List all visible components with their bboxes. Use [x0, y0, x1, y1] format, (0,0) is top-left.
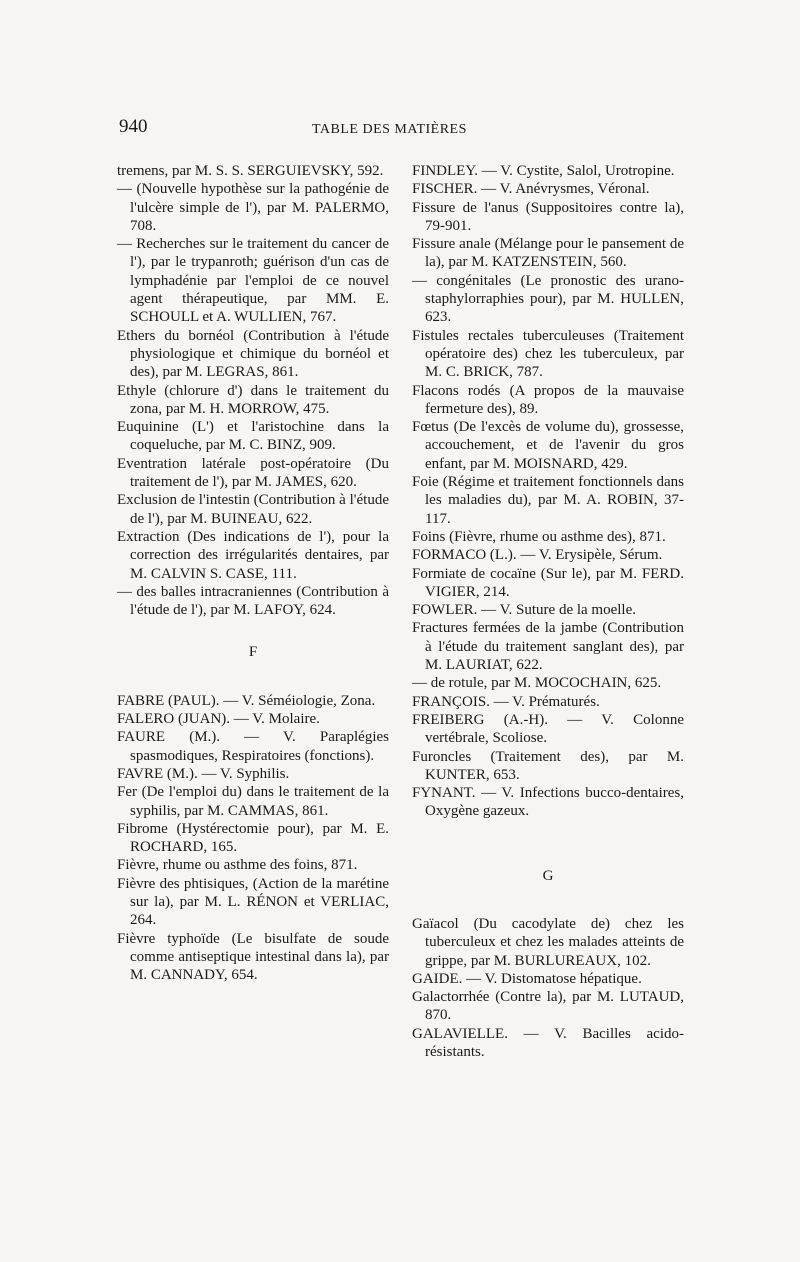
- index-entry: Fissure anale (Mélange pour le pansement de la), par M. KATZENSTEIN, 560.: [412, 236, 684, 271]
- index-entry: FABRE (PAUL). — V. Séméiologie, Zona.: [117, 692, 376, 709]
- index-entry: FOWLER. — V. Suture de la moelle.: [412, 602, 637, 619]
- index-entry: Extraction (Des indications de l'), pour la correction des irrégularités dentaires, par M. CALVIN S. CASE, 111.: [117, 528, 389, 582]
- section-letter-g: G: [542, 867, 554, 884]
- index-entry: Furoncles (Traitement des), par M. KUNTER, 653.: [412, 748, 684, 783]
- index-entry: Fractures fermées de la jambe (Contribution à l'étude du traitement sanglant des), par M. LAURIAT, 622.: [412, 620, 684, 674]
- index-entry: FYNANT. — V. Infections bucco-dentaires, Oxygène gazeux.: [412, 785, 684, 820]
- index-entry: FAVRE (M.). — V. Syphilis.: [117, 765, 290, 782]
- index-entry: Flacons rodés (A propos de la mauvaise fermeture des), 89.: [412, 382, 684, 417]
- index-entry: Formiate de cocaïne (Sur le), par M. FERD. VIGIER, 214.: [412, 565, 684, 600]
- index-entry: Fibrome (Hystérectomie pour), par M. E. ROCHARD, 165.: [117, 820, 389, 856]
- index-entry: Fièvre des phtisiques, (Action de la marétine sur la), par M. L. RÉNON et VERLIAC, 264.: [117, 875, 389, 929]
- index-entry: — (Nouvelle hypothèse sur la pathogénie de l'ulcère simple de l'), par M. PALERMO, 708.: [117, 181, 389, 234]
- index-entry: — Recherches sur le traitement du cancer de l'), par le trypanroth; guérison d'un cas de lymphadénie par l'emploi de ce nouvel agent thérapeutique, par MM. E. SCHOULL et A. WULLIEN, 767.: [117, 236, 389, 326]
- index-entry: Ethers du bornéol (Contribution à l'étude physiologique et chimique du bornéol et des), par M. LEGRAS, 861.: [117, 327, 389, 381]
- index-entry: Fer (De l'emploi du) dans le traitement de la syphilis, par M. CAMMAS, 861.: [117, 784, 389, 819]
- index-entry: Fissure de l'anus (Suppositoires contre la), 79-901.: [412, 199, 684, 234]
- index-entry: FREIBERG (A.-H). — V. Colonne vertébrale, Scoliose.: [412, 711, 684, 747]
- index-entry: FINDLEY. — V. Cystite, Salol, Urotropine.: [412, 163, 675, 179]
- section-letter-f: F: [248, 644, 258, 661]
- index-entry: Fièvre, rhume ou asthme des foins, 871.: [117, 857, 358, 874]
- index-entry: — des balles intracraniennes (Contribution à l'étude de l'), par M. LAFOY, 624.: [117, 583, 389, 619]
- index-entry: Exclusion de l'intestin (Contribution à l'étude de l'), par M. BUINEAU, 622.: [117, 492, 389, 527]
- index-entry: FALERO (JUAN). — V. Molaire.: [117, 711, 320, 728]
- running-head: TABLE DES MATIÈRES: [312, 122, 467, 137]
- index-entry: FISCHER. — V. Anévrysmes, Véronal.: [412, 181, 650, 198]
- index-entry: Ethyle (chlorure d') dans le traitement du zona, par M. H. MORROW, 475.: [117, 382, 389, 417]
- right-column: [412, 162, 684, 1061]
- page-number: 940: [119, 116, 148, 137]
- index-entry: Foie (Régime et traitement fonctionnels dans les maladies du), par M. A. ROBIN, 37-117.: [412, 474, 684, 527]
- index-entry: tremens, par M. S. S. SERGUIEVSKY, 592.: [117, 163, 384, 179]
- index-entry: Fièvre typhoïde (Le bisulfate de soude comme antiseptique intestinal dans la), par M. CANNADY, 654.: [117, 930, 389, 984]
- index-entry: Gaïacol (Du cacodylate de) chez les tuberculeux et chez les malades atteints de grippe, par M. BURLUREAUX, 102.: [412, 915, 684, 969]
- index-entry: Galactorrhée (Contre la), par M. LUTAUD, 870.: [412, 989, 684, 1024]
- index-entry: Fœtus (De l'excès de volume du), grossesse, accouchement, et de l'avenir du gros enfant, par M. MOISNARD, 429.: [412, 419, 684, 472]
- left-column: [117, 162, 389, 984]
- index-entry: FAURE (M.). — V. Paraplégies spasmodiques, Respiratoires (fonctions).: [117, 729, 389, 764]
- index-entry: Foins (Fièvre, rhume ou asthme des), 871.: [412, 528, 666, 545]
- index-entry: GAIDE. — V. Distomatose hépatique.: [412, 970, 642, 987]
- index-entry: — congénitales (Le pronostic des urano-staphylorraphies pour), par M. HULLEN, 623.: [412, 272, 684, 326]
- index-entry: FORMACO (L.). — V. Erysipèle, Sérum.: [412, 547, 663, 564]
- index-entry: Eventration latérale post-opératoire (Du traitement de l'), par M. JAMES, 620.: [117, 455, 389, 491]
- index-entry: GALAVIELLE. — V. Bacilles acido-résistants.: [412, 1025, 684, 1061]
- index-entry: FRANÇOIS. — V. Prématurés.: [412, 693, 600, 710]
- index-entry: — de rotule, par M. MOCOCHAIN, 625.: [412, 675, 662, 692]
- index-entry: Euquinine (L') et l'aristochine dans la coqueluche, par M. C. BINZ, 909.: [117, 419, 389, 454]
- index-entry: Fistules rectales tuberculeuses (Traitement opératoire des) chez les tuberculeux, par M. C. BRICK, 787.: [412, 327, 684, 381]
